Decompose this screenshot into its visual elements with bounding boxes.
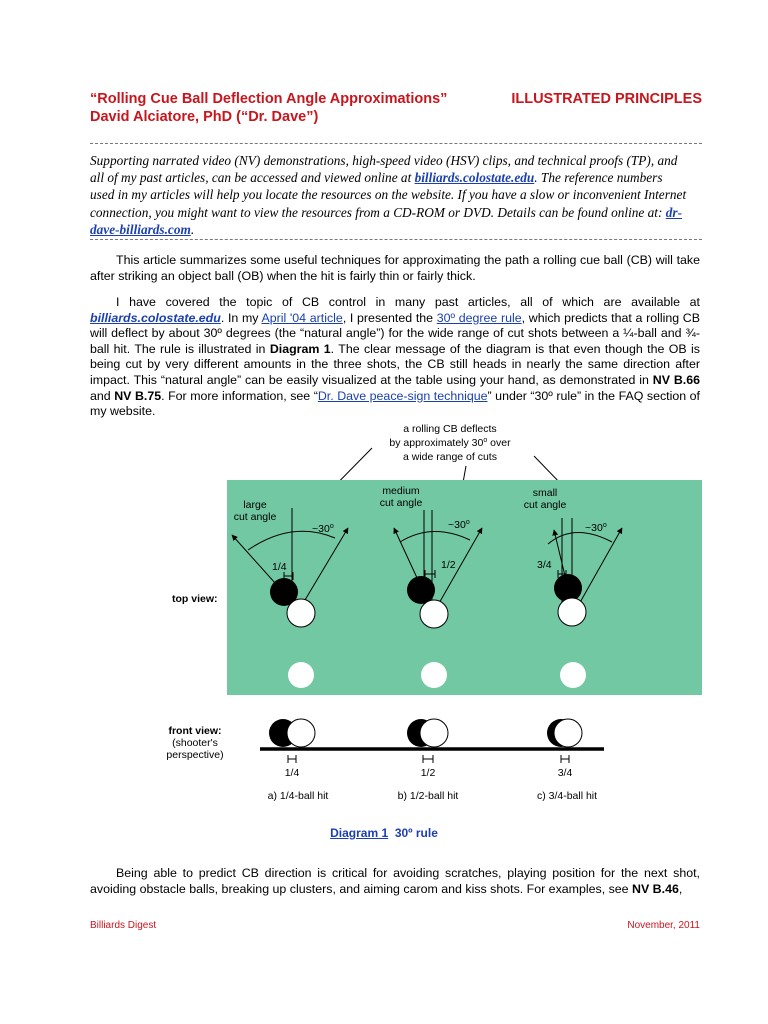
object-ball-c <box>554 574 582 602</box>
diagram-caption-label: Diagram 1 <box>330 826 389 840</box>
diagram-1-ref: Diagram 1 <box>269 341 331 356</box>
diagram-caption <box>0 826 768 840</box>
front-bracket-a <box>288 755 296 763</box>
paragraph-1 <box>90 253 700 284</box>
article-header <box>90 90 702 126</box>
angle-label-c: ~30$^o$ <box>585 522 607 534</box>
billiards-colostate-link[interactable]: billiards.colostate.edu <box>414 170 535 186</box>
front-cue-ball-c <box>554 719 582 747</box>
p2-text: and <box>90 388 115 403</box>
p2-text: . For more information, see “ <box>161 388 318 403</box>
cue-ball-impact-a <box>287 599 315 627</box>
intro-text-2: . The reference numbers used in my articles will help you locate the resources on the website. If you have a slow or inconvenient Internet connection, you might want to view the resources from a CD-ROM or DVD. Details can be found online at: <box>90 170 687 220</box>
label-medium-cut: cut angle <box>379 497 423 509</box>
paragraph-1-text: This article summarizes some useful techniques for approximating the path a rolling cue ball (CB) will take after striking an object ball (OB) when the hit is fairly thin or fairly thick. <box>90 253 700 283</box>
footer-publication: Billiards Digest <box>90 920 157 931</box>
front-view-label: front view: <box>168 725 222 737</box>
dr-dave-billiards-link[interactable]: dr-dave-billiards.com <box>90 204 683 237</box>
label-small-cut: cut angle <box>523 499 567 511</box>
intro-block <box>90 152 690 238</box>
p2-text: . The clear message of the diagram is that even though the OB is being cut by very different amounts in the three shots, the CB still heads in nearly the same direction after impact. This “natural angle” can be easily visualized at the table using your hand, as demonstrated in <box>90 341 700 387</box>
article-title: “Rolling Cue Ball Deflection Angle Approximations” <box>90 91 448 107</box>
article-author: David Alciatore, PhD (“Dr. Dave”) <box>90 109 319 125</box>
section-title: ILLUSTRATED PRINCIPLES <box>511 91 702 107</box>
cue-ball-start-b <box>421 662 447 688</box>
diagram-caption-title: 30º rule <box>394 826 438 840</box>
p3-text: Being able to predict CB direction is critical for avoiding scratches, playing position for the next shot, avoiding obstacle balls, breaking up clusters, and aiming carom and kiss shots. For examples, see <box>90 866 700 896</box>
callout-line-2: by approximately 30$^o$ over <box>389 437 511 449</box>
caption-c: c) 3/4-ball hit <box>536 790 598 802</box>
30-degree-rule-link[interactable]: 30º degree rule <box>436 310 522 325</box>
caption-b: b) 1/2-ball hit <box>397 790 459 802</box>
p2-text: , I presented the <box>342 310 437 325</box>
cue-ball-impact-c <box>558 598 586 626</box>
intro-text-3: . <box>190 221 195 237</box>
fraction-c-top: 3/4 <box>537 559 552 571</box>
front-view-sub-1: (shooter's <box>172 737 218 749</box>
p2-text: I have covered the topic of CB control in many past articles, all of which are available at <box>116 295 700 309</box>
april-04-article-link[interactable]: April '04 article <box>261 310 343 325</box>
footer-date: November, 2011 <box>627 920 700 931</box>
cue-ball-start-a <box>288 662 314 688</box>
caption-a: a) 1/4-ball hit <box>267 790 329 802</box>
diagram-30-degree-rule <box>0 410 768 830</box>
label-large-cut: cut angle <box>233 511 277 523</box>
fraction-b-top: 1/2 <box>441 559 456 571</box>
fraction-a-top: 1/4 <box>272 561 287 573</box>
fraction-b-front: 1/2 <box>420 767 436 779</box>
p2-text: ” under “30º rule” in the FAQ section of my website. <box>90 388 701 419</box>
billiards-colostate-link-2[interactable]: billiards.colostate.edu <box>90 310 221 325</box>
front-view-sub-2: perspective) <box>166 749 224 761</box>
peace-sign-technique-link[interactable]: Dr. Dave peace-sign technique <box>317 388 488 403</box>
object-ball-b <box>407 576 435 604</box>
front-bracket-b <box>423 755 433 763</box>
label-large: large <box>243 499 267 511</box>
label-small: small <box>532 487 558 499</box>
label-medium: medium <box>382 485 420 497</box>
p2-text: , which predicts that a rolling CB will deflect by about 30º degrees (the “natural angle”) for the wide range of cut shots between a ¼-ball and ¾-ball hit. The rule is illustrated in <box>90 310 701 356</box>
front-view-a <box>268 719 329 802</box>
fraction-c-front: 3/4 <box>557 767 573 779</box>
angle-label-b: ~30$^o$ <box>448 519 470 531</box>
paragraph-3 <box>90 866 700 897</box>
front-cue-ball-b <box>420 719 448 747</box>
p3-text: , <box>678 881 683 896</box>
divider-top <box>90 143 702 144</box>
front-cue-ball-a <box>287 719 315 747</box>
front-bracket-c <box>561 755 569 763</box>
nv-b75-ref: NV B.75 <box>114 388 162 403</box>
intro-text: Supporting narrated video (NV) demonstrations, high-speed video (HSV) clips, and technical proofs (TP), and all of my past articles, can be accessed and viewed online at <box>90 153 678 186</box>
paragraph-2 <box>90 295 700 420</box>
cue-ball-impact-b <box>420 600 448 628</box>
cue-ball-start-c <box>560 662 586 688</box>
angle-label-a: ~30$^o$ <box>312 523 334 535</box>
top-view-label: top view: <box>172 593 218 605</box>
divider-bottom <box>90 239 702 240</box>
callout-line-3: a wide range of cuts <box>403 451 497 463</box>
nv-b66-ref: NV B.66 <box>652 372 700 387</box>
front-view-c <box>537 719 597 802</box>
fraction-a-front: 1/4 <box>284 767 300 779</box>
front-view-b <box>398 719 459 802</box>
callout-line-1: a rolling CB deflects <box>403 423 497 435</box>
nv-b46-ref: NV B.46 <box>632 881 679 896</box>
p2-text: . In my <box>220 310 262 325</box>
